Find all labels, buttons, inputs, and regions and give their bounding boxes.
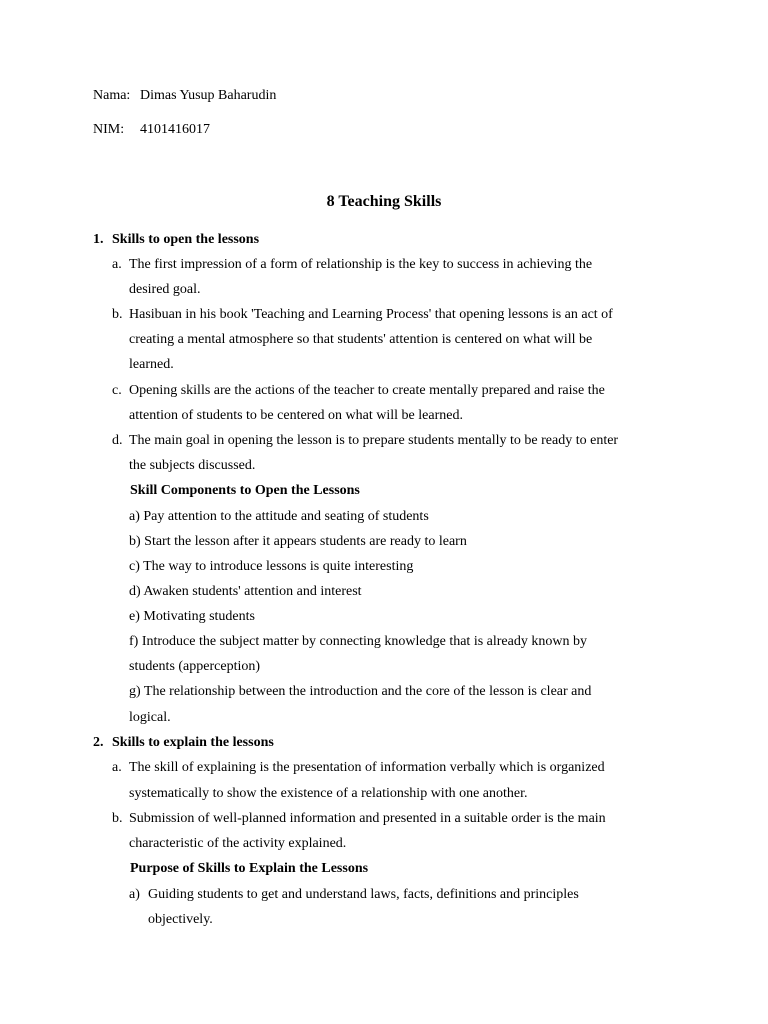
item-marker: d. (112, 433, 123, 448)
section-1-subheading: Skill Components to Open the Lessons (130, 483, 360, 498)
item-line: attention of students to be centered on what will be learned. (129, 408, 463, 423)
component-line: c) The way to introduce lessons is quite interesting (129, 559, 414, 574)
section-2-number: 2. (93, 735, 104, 750)
item-marker: c. (112, 383, 122, 398)
section-2-heading: Skills to explain the lessons (112, 735, 274, 750)
component-line: students (apperception) (129, 659, 261, 674)
item-line: systematically to show the existence of a relationship with one another. (129, 786, 528, 801)
item-line: characteristic of the activity explained. (129, 836, 347, 851)
item-marker: b. (112, 811, 123, 826)
item-line: Submission of well-planned information and presented in a suitable order is the main (129, 811, 606, 826)
component-line: b) Start the lesson after it appears students are ready to learn (129, 534, 467, 549)
nim-value: 4101416017 (140, 122, 210, 137)
component-line: d) Awaken students' attention and interest (129, 584, 362, 599)
component-line: f) Introduce the subject matter by connecting knowledge that is already known by (129, 634, 587, 649)
item-line: Guiding students to get and understand laws, facts, definitions and principles (148, 887, 579, 902)
item-line: The main goal in opening the lesson is to prepare students mentally to be ready to enter (129, 433, 619, 448)
item-marker: a) (129, 887, 140, 902)
item-line: objectively. (148, 912, 213, 927)
document-title: 8 Teaching Skills (326, 193, 442, 210)
item-marker: a. (112, 257, 122, 272)
name-label: Nama: (93, 88, 131, 103)
section-1-number: 1. (93, 232, 104, 247)
item-line: The skill of explaining is the presentation of information verbally which is organized (129, 760, 605, 775)
component-line: e) Motivating students (129, 609, 255, 624)
item-line: creating a mental atmosphere so that students' attention is centered on what will be (129, 332, 593, 347)
item-marker: a. (112, 760, 122, 775)
item-line: The first impression of a form of relationship is the key to success in achieving the (129, 257, 593, 272)
name-value: Dimas Yusup Baharudin (140, 88, 277, 103)
section-1-heading: Skills to open the lessons (112, 232, 260, 247)
item-line: desired goal. (129, 282, 201, 297)
item-line: Opening skills are the actions of the teacher to create mentally prepared and raise the (129, 383, 605, 398)
item-line: learned. (129, 357, 174, 372)
item-line: the subjects discussed. (129, 458, 256, 473)
component-line: g) The relationship between the introduction and the core of the lesson is clear and (129, 684, 592, 699)
component-line: a) Pay attention to the attitude and seating of students (129, 509, 429, 524)
nim-label: NIM: (93, 122, 125, 137)
item-line: Hasibuan in his book 'Teaching and Learning Process' that opening lessons is an act of (129, 307, 613, 322)
component-line: logical. (129, 710, 171, 725)
item-marker: b. (112, 307, 123, 322)
section-2-subheading: Purpose of Skills to Explain the Lessons (130, 861, 369, 876)
